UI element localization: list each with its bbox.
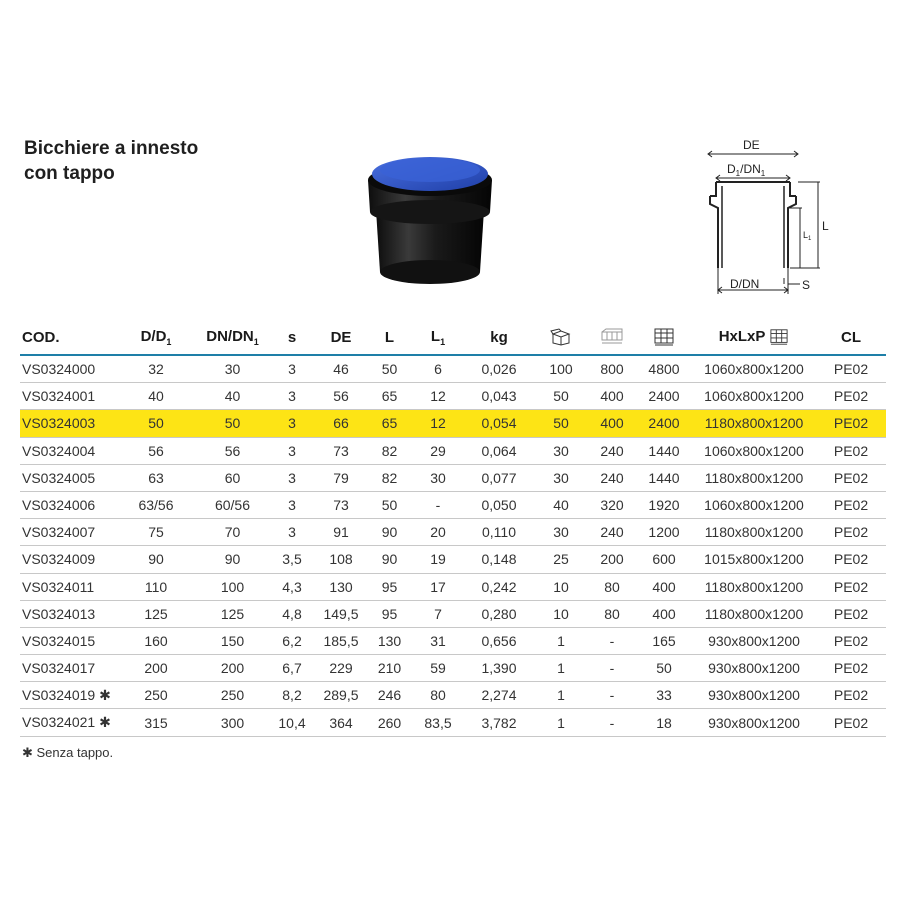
table-cell: 4800 [636, 355, 692, 383]
table-body [20, 355, 886, 736]
table-cell: 289,5 [315, 682, 367, 709]
table-row [20, 383, 886, 410]
table-cell: - [588, 709, 636, 736]
table-cell: VS0324021 ✱ [20, 709, 116, 736]
table-cell: 300 [196, 709, 269, 736]
table-cell: 65 [367, 410, 412, 437]
diagram-label-s: S [802, 278, 811, 292]
table-cell: 1060x800x1200 [692, 383, 816, 410]
table-cell: 2,274 [464, 682, 534, 709]
table-cell: 30 [196, 355, 269, 383]
table-cell: 1060x800x1200 [692, 355, 816, 383]
table-cell: 56 [116, 437, 196, 464]
table-cell: 73 [315, 491, 367, 518]
table-cell: 82 [367, 437, 412, 464]
table-cell: 200 [588, 546, 636, 573]
footnote: ✱ Senza tappo. [22, 745, 114, 760]
table-cell: PE02 [816, 573, 886, 600]
table-row [20, 627, 886, 654]
table-cell: 150 [196, 627, 269, 654]
diagram-label-d1: D [727, 162, 736, 176]
header-s: s [269, 320, 315, 355]
table-cell: 95 [367, 600, 412, 627]
table-cell: 50 [196, 410, 269, 437]
svg-text:D1/DN1: $D_1/DN_1$ [727, 162, 766, 178]
product-image [362, 150, 498, 298]
table-cell: VS0324004 [20, 437, 116, 464]
table-cell: 125 [116, 600, 196, 627]
table-cell: 56 [196, 437, 269, 464]
product-table [20, 320, 886, 737]
table-cell: 1180x800x1200 [692, 410, 816, 437]
table-cell: VS0324015 [20, 627, 116, 654]
table-cell: 63/56 [116, 491, 196, 518]
table-cell: 80 [588, 573, 636, 600]
table-cell: 125 [196, 600, 269, 627]
table-cell: VS0324007 [20, 519, 116, 546]
table-cell: 66 [315, 410, 367, 437]
table-cell: - [588, 655, 636, 682]
table-cell: 0,050 [464, 491, 534, 518]
table-cell: 160 [116, 627, 196, 654]
table-cell: VS0324001 [20, 383, 116, 410]
table-cell: 1060x800x1200 [692, 491, 816, 518]
technical-diagram [690, 134, 840, 304]
table-cell: 100 [534, 355, 588, 383]
table-cell: 210 [367, 655, 412, 682]
table-cell: PE02 [816, 600, 886, 627]
table-cell: 1015x800x1200 [692, 546, 816, 573]
table-cell: VS0324019 ✱ [20, 682, 116, 709]
table-cell: 930x800x1200 [692, 682, 816, 709]
table-cell: 30 [534, 464, 588, 491]
header-box [534, 320, 588, 355]
table-cell: 1060x800x1200 [692, 437, 816, 464]
table-cell: 1180x800x1200 [692, 600, 816, 627]
table-cell: 50 [116, 410, 196, 437]
table-cell: PE02 [816, 627, 886, 654]
header-pallet [636, 320, 692, 355]
table-cell: 930x800x1200 [692, 709, 816, 736]
table-cell: PE02 [816, 437, 886, 464]
table-cell: 0,242 [464, 573, 534, 600]
table-cell: 400 [636, 600, 692, 627]
table-cell: 12 [412, 410, 464, 437]
table-cell: 0,064 [464, 437, 534, 464]
header-cl: CL [816, 320, 886, 355]
table-cell: 400 [588, 383, 636, 410]
title-line-2: con tappo [24, 163, 115, 184]
pallet-dimension-icon [769, 328, 789, 346]
table-cell: 1200 [636, 519, 692, 546]
table-cell: VS0324013 [20, 600, 116, 627]
table-row [20, 573, 886, 600]
diagram-label-ddn: D/DN [730, 277, 760, 291]
table-cell: 20 [412, 519, 464, 546]
table-cell: 1440 [636, 437, 692, 464]
table-cell: PE02 [816, 682, 886, 709]
table-cell: 30 [412, 464, 464, 491]
table-cell: PE02 [816, 355, 886, 383]
table-cell: VS0324003 [20, 410, 116, 437]
table-cell: VS0324005 [20, 464, 116, 491]
table-cell: 73 [315, 437, 367, 464]
diagram-label-l1: L [803, 230, 809, 240]
svg-text:L1: $L_1$ [803, 230, 812, 242]
table-cell: 229 [315, 655, 367, 682]
table-header-row [20, 320, 886, 355]
table-cell: 6 [412, 355, 464, 383]
table-cell: 250 [196, 682, 269, 709]
table-row [20, 600, 886, 627]
table-cell: 260 [367, 709, 412, 736]
table-cell: 400 [636, 573, 692, 600]
table-cell: 4,8 [269, 600, 315, 627]
header-l1: $L_1$ [412, 320, 464, 355]
header-kg: kg [464, 320, 534, 355]
table-cell: 1 [534, 655, 588, 682]
table-cell: 100 [196, 573, 269, 600]
table-cell: 80 [588, 600, 636, 627]
table-cell: 0,280 [464, 600, 534, 627]
table-cell: 33 [636, 682, 692, 709]
table-cell: 4,3 [269, 573, 315, 600]
table-cell: PE02 [816, 464, 886, 491]
table-cell: 18 [636, 709, 692, 736]
table-cell: 29 [412, 437, 464, 464]
table-row [20, 682, 886, 709]
title-line-1: Bicchiere a innesto [24, 138, 199, 159]
table-cell: 63 [116, 464, 196, 491]
table-cell: 40 [534, 491, 588, 518]
box-icon [550, 328, 572, 346]
table-cell: 165 [636, 627, 692, 654]
table-cell: 600 [636, 546, 692, 573]
header-code: COD. [20, 320, 116, 355]
table-cell: 8,2 [269, 682, 315, 709]
pallet-icon [653, 327, 675, 347]
table-cell: VS0324017 [20, 655, 116, 682]
table-cell: 60 [196, 464, 269, 491]
header-dn: $DN/DN_1$ [196, 320, 269, 355]
table-cell: 0,026 [464, 355, 534, 383]
table-cell: 130 [315, 573, 367, 600]
table-cell: 240 [588, 519, 636, 546]
table-cell: 0,043 [464, 383, 534, 410]
table-cell: 200 [116, 655, 196, 682]
table-cell: PE02 [816, 491, 886, 518]
layer-icon [600, 328, 624, 346]
table-cell: 3,5 [269, 546, 315, 573]
table-cell: 90 [367, 546, 412, 573]
table-cell: 10,4 [269, 709, 315, 736]
table-cell: 19 [412, 546, 464, 573]
header-hlp: HxLxP [692, 320, 816, 355]
table-cell: 50 [636, 655, 692, 682]
table-cell: 50 [534, 383, 588, 410]
header-de: DE [315, 320, 367, 355]
table-cell: 108 [315, 546, 367, 573]
table-cell: 12 [412, 383, 464, 410]
table-row [20, 410, 886, 437]
table-cell: 930x800x1200 [692, 627, 816, 654]
table-cell: 1 [534, 627, 588, 654]
table-cell: 1 [534, 682, 588, 709]
table-cell: - [588, 627, 636, 654]
table-cell: 3,782 [464, 709, 534, 736]
table-cell: 30 [534, 437, 588, 464]
table-cell: VS0324011 [20, 573, 116, 600]
table-cell: 32 [116, 355, 196, 383]
table-cell: 110 [116, 573, 196, 600]
table-cell: 240 [588, 437, 636, 464]
table-cell: 0,054 [464, 410, 534, 437]
table-cell: 83,5 [412, 709, 464, 736]
table-cell: 82 [367, 464, 412, 491]
table-cell: 130 [367, 627, 412, 654]
table-cell: 930x800x1200 [692, 655, 816, 682]
table-cell: 1180x800x1200 [692, 519, 816, 546]
table-cell: 3 [269, 437, 315, 464]
table-cell: 1920 [636, 491, 692, 518]
table-cell: 6,7 [269, 655, 315, 682]
table-cell: 240 [588, 464, 636, 491]
table-cell: 50 [534, 410, 588, 437]
table-cell: 364 [315, 709, 367, 736]
table-cell: 56 [315, 383, 367, 410]
table-cell: 30 [534, 519, 588, 546]
table-cell: 3 [269, 355, 315, 383]
table-cell: 2400 [636, 383, 692, 410]
table-cell: 31 [412, 627, 464, 654]
table-cell: - [412, 491, 464, 518]
table-cell: 65 [367, 383, 412, 410]
table-row [20, 491, 886, 518]
product-title [24, 136, 198, 186]
table-cell: 315 [116, 709, 196, 736]
table-row [20, 519, 886, 546]
table-cell: 40 [116, 383, 196, 410]
table-cell: 200 [196, 655, 269, 682]
diagram-label-de: DE [743, 138, 760, 152]
table-cell: 25 [534, 546, 588, 573]
table-row [20, 437, 886, 464]
table-cell: 1440 [636, 464, 692, 491]
table-cell: 46 [315, 355, 367, 383]
table-cell: 75 [116, 519, 196, 546]
table-row [20, 655, 886, 682]
table-cell: VS0324009 [20, 546, 116, 573]
table-cell: PE02 [816, 410, 886, 437]
header-d: $D/D_1$ [116, 320, 196, 355]
table-cell: 0,148 [464, 546, 534, 573]
table-cell: 185,5 [315, 627, 367, 654]
table-cell: 90 [196, 546, 269, 573]
table-cell: 50 [367, 491, 412, 518]
table-cell: 0,656 [464, 627, 534, 654]
table-cell: 2400 [636, 410, 692, 437]
table-cell: 6,2 [269, 627, 315, 654]
table-cell: 70 [196, 519, 269, 546]
table-cell: 3 [269, 383, 315, 410]
diagram-label-l: L [822, 219, 829, 233]
table-row [20, 355, 886, 383]
table-cell: 3 [269, 491, 315, 518]
table-cell: 3 [269, 410, 315, 437]
table-cell: PE02 [816, 546, 886, 573]
table-cell: PE02 [816, 709, 886, 736]
table-cell: 800 [588, 355, 636, 383]
table-cell: 90 [367, 519, 412, 546]
table-cell: - [588, 682, 636, 709]
table-cell: PE02 [816, 383, 886, 410]
table-cell: 90 [116, 546, 196, 573]
table-cell: 1 [534, 709, 588, 736]
table-cell: 79 [315, 464, 367, 491]
table-cell: 50 [367, 355, 412, 383]
table-row [20, 709, 886, 736]
table-cell: 1180x800x1200 [692, 464, 816, 491]
table-cell: 1180x800x1200 [692, 573, 816, 600]
table-cell: 59 [412, 655, 464, 682]
table-cell: PE02 [816, 519, 886, 546]
table-cell: VS0324000 [20, 355, 116, 383]
table-cell: 3 [269, 464, 315, 491]
table-cell: 400 [588, 410, 636, 437]
table-cell: 40 [196, 383, 269, 410]
table-cell: 0,110 [464, 519, 534, 546]
table-cell: 7 [412, 600, 464, 627]
table-cell: 320 [588, 491, 636, 518]
table-row [20, 464, 886, 491]
table-cell: VS0324006 [20, 491, 116, 518]
table-cell: 246 [367, 682, 412, 709]
table-cell: 10 [534, 573, 588, 600]
header-l: L [367, 320, 412, 355]
table-row [20, 546, 886, 573]
table-cell: 149,5 [315, 600, 367, 627]
table-cell: 17 [412, 573, 464, 600]
header-layer [588, 320, 636, 355]
table-cell: 10 [534, 600, 588, 627]
table-cell: 91 [315, 519, 367, 546]
table-cell: 250 [116, 682, 196, 709]
table-cell: 3 [269, 519, 315, 546]
table-cell: 1,390 [464, 655, 534, 682]
table-cell: 80 [412, 682, 464, 709]
table-cell: 60/56 [196, 491, 269, 518]
table-cell: 95 [367, 573, 412, 600]
table-cell: 0,077 [464, 464, 534, 491]
table-cell: PE02 [816, 655, 886, 682]
